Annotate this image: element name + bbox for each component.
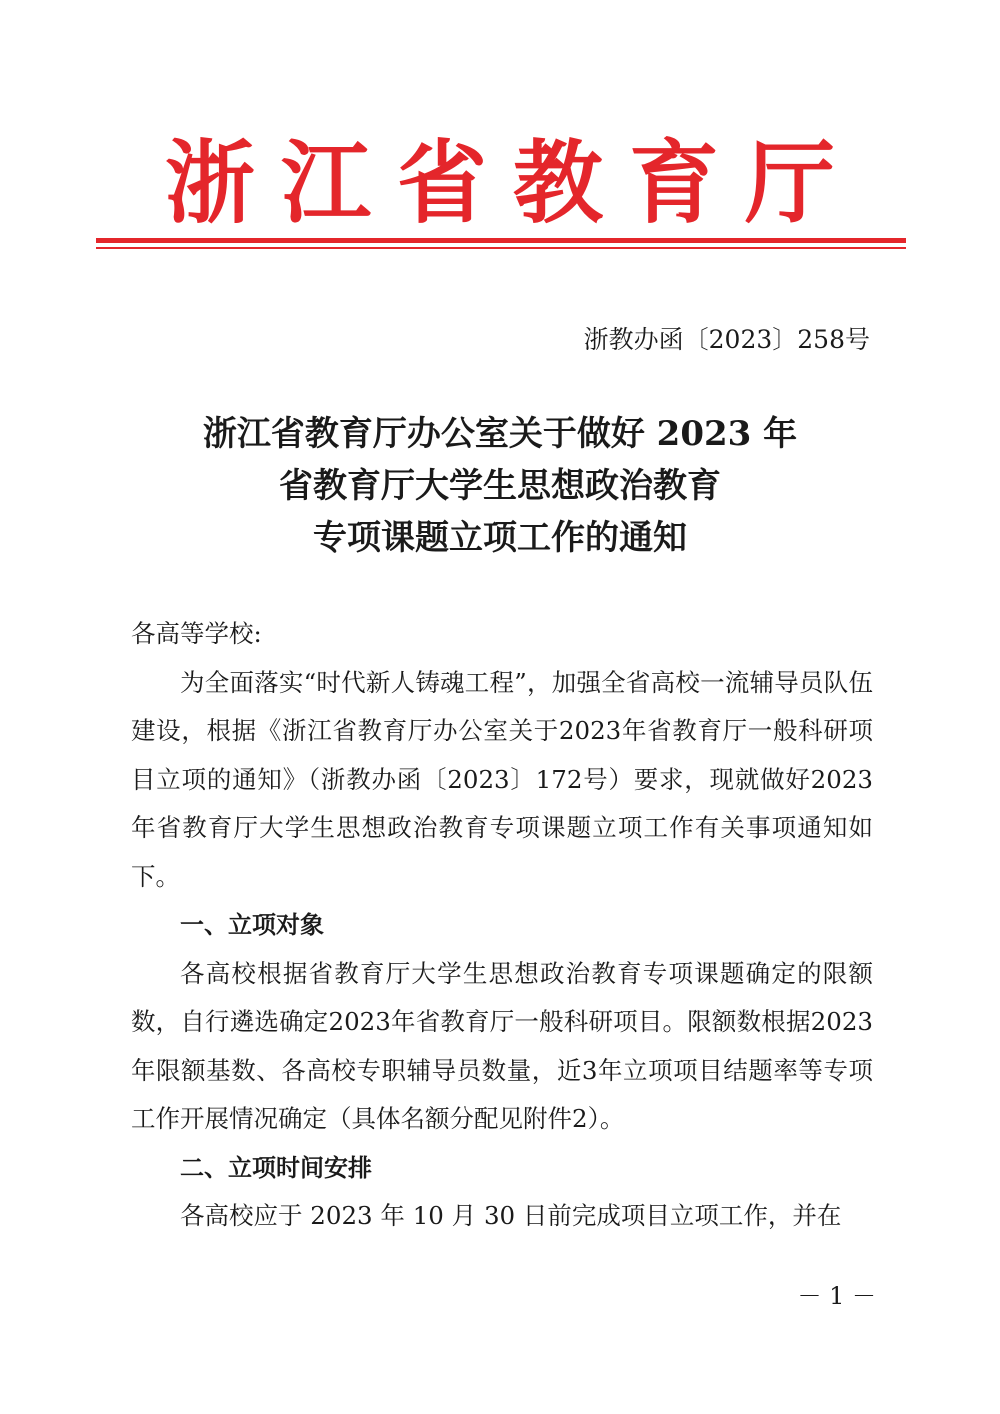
title-line-3: 专项课题立项工作的通知 — [313, 518, 687, 558]
masthead-red-rule-thin — [96, 247, 906, 249]
masthead-title: 浙江省教育厅 — [165, 130, 861, 236]
section-heading-1: 一、立项对象 — [180, 911, 324, 939]
page-number: － 1 － — [797, 1282, 876, 1310]
document-title — [0, 408, 1000, 564]
intro-paragraph: 为全面落实“时代新人铸魂工程”，加强全省高校一流辅导员队伍建设，根据《浙江省教育厅办公室关于2023年省教育厅一般科研项目立项的通知》（浙教办函〔2023〕172号）要求，现就做好2023年省教育厅大学生思想政治教育专项课题立项工作有关事项通知如下。 — [131, 667, 873, 891]
document-body — [131, 610, 873, 1241]
section-paragraph-2: 各高校应于 2023 年 10 月 30 日前完成项目立项工作，并在 — [180, 1201, 842, 1230]
title-line-2: 省教育厅大学生思想政治教育 — [279, 466, 721, 506]
salutation: 各高等学校: — [131, 619, 262, 648]
title-line-1: 浙江省教育厅办公室关于做好 2023 年 — [202, 414, 798, 454]
document-number: 浙教办函〔2023〕258号 — [583, 325, 870, 354]
masthead-red-rule-thick — [96, 238, 906, 243]
section-heading-2: 二、立项时间安排 — [180, 1153, 372, 1182]
section-paragraph-1: 各高校根据省教育厅大学生思想政治教育专项课题确定的限额数，自行遴选确定2023年省教育厅一般科研项目。限额数根据2023年限额基数、各高校专职辅导员数量，近3年立项项目结题率等专项工作开展情况确定（具体名额分配见附件2）。 — [131, 958, 873, 1133]
